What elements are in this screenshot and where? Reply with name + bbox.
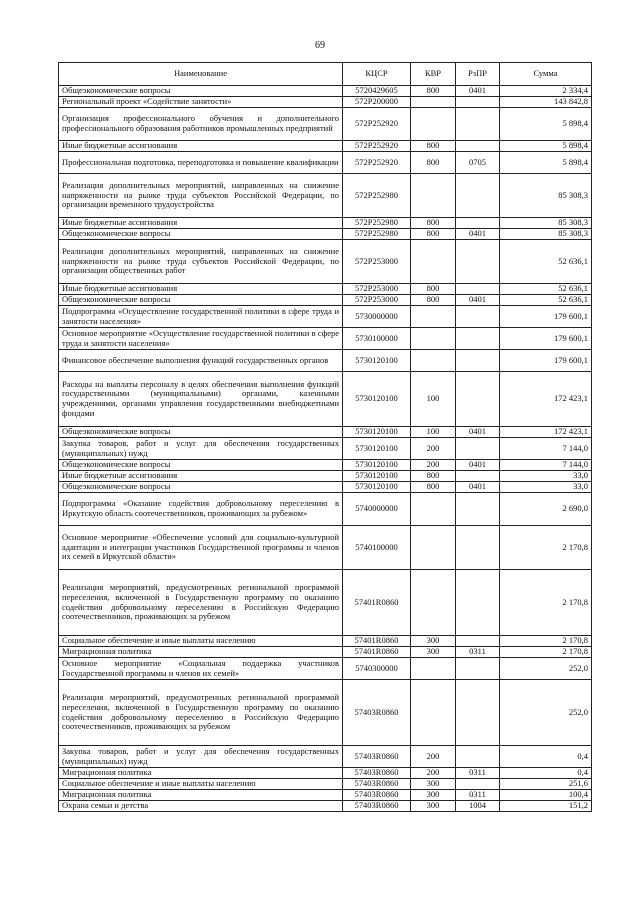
cell-name: Иные бюджетные ассигнования: [59, 218, 343, 229]
cell-rzpr: 0401: [456, 427, 500, 438]
cell-sum: 7 144,0: [500, 438, 592, 460]
cell-rzpr: [456, 493, 500, 526]
table-row: [59, 801, 592, 812]
cell-kvr: 800: [411, 295, 456, 306]
cell-kcsr: 572P200000: [343, 97, 411, 108]
cell-rzpr: [456, 680, 500, 746]
cell-kcsr: 57403R0860: [343, 790, 411, 801]
cell-kvr: 200: [411, 460, 456, 471]
cell-kcsr: 57403R0860: [343, 801, 411, 812]
cell-name: Расходы на выплаты персоналу в целях обеспечения выполнения функций государственными (муниципальными) органами, казенными учреждениями, органами управления государственными внебюджетными фондами: [59, 372, 343, 427]
cell-name: Миграционная политика: [59, 768, 343, 779]
table-row: [59, 526, 592, 570]
table-row: [59, 680, 592, 746]
cell-kvr: 800: [411, 218, 456, 229]
cell-sum: 179 600,1: [500, 328, 592, 350]
cell-kcsr: 5740300000: [343, 658, 411, 680]
table-row: [59, 790, 592, 801]
cell-sum: 33,0: [500, 471, 592, 482]
cell-name: Миграционная политика: [59, 647, 343, 658]
cell-name: Общеэкономические вопросы: [59, 86, 343, 97]
header-rzpr: РзПР: [456, 63, 500, 86]
table-row: [59, 471, 592, 482]
cell-kvr: [411, 493, 456, 526]
cell-kvr: [411, 526, 456, 570]
cell-kvr: [411, 240, 456, 284]
cell-kcsr: 57403R0860: [343, 768, 411, 779]
cell-kcsr: 572P253000: [343, 240, 411, 284]
cell-rzpr: [456, 284, 500, 295]
table-row: [59, 493, 592, 526]
cell-kvr: 800: [411, 284, 456, 295]
cell-name: Профессиональная подготовка, переподготовка и повышение квалификации: [59, 152, 343, 174]
cell-sum: 143 842,8: [500, 97, 592, 108]
cell-kvr: [411, 350, 456, 372]
cell-kcsr: 5730120100: [343, 438, 411, 460]
cell-kcsr: 572P252980: [343, 218, 411, 229]
cell-kcsr: 5730120100: [343, 482, 411, 493]
cell-rzpr: [456, 658, 500, 680]
cell-name: Реализация мероприятий, предусмотренных региональной программой переселения, включенной в Государственную программу по оказанию содействия добровольному переселению в Российскую Федерацию соотечественников, проживающих за рубежом: [59, 680, 343, 746]
cell-name: Закупка товаров, работ и услуг для обеспечения государственных (муниципальных) нужд: [59, 746, 343, 768]
cell-kcsr: 572P252980: [343, 229, 411, 240]
cell-sum: 33,0: [500, 482, 592, 493]
table-row: [59, 97, 592, 108]
table-row: [59, 141, 592, 152]
cell-kvr: 800: [411, 471, 456, 482]
cell-rzpr: 1004: [456, 801, 500, 812]
cell-name: Общеэкономические вопросы: [59, 460, 343, 471]
table-row: [59, 658, 592, 680]
table-row: [59, 174, 592, 218]
cell-name: Региональный проект «Содействие занятости»: [59, 97, 343, 108]
cell-rzpr: 0311: [456, 768, 500, 779]
cell-rzpr: [456, 97, 500, 108]
cell-kcsr: 572P252980: [343, 174, 411, 218]
cell-name: Охрана семьи и детства: [59, 801, 343, 812]
cell-sum: 85 308,3: [500, 218, 592, 229]
cell-rzpr: [456, 218, 500, 229]
cell-rzpr: 0401: [456, 86, 500, 97]
table-row: [59, 636, 592, 647]
cell-kcsr: 5730120100: [343, 372, 411, 427]
table-row: [59, 768, 592, 779]
cell-sum: 85 308,3: [500, 229, 592, 240]
cell-name: Подпрограмма «Осуществление государственной политики в сфере труда и занятости населения»: [59, 306, 343, 328]
cell-kcsr: 5730120100: [343, 350, 411, 372]
cell-sum: 2 170,8: [500, 647, 592, 658]
header-kcsr: КЦСР: [343, 63, 411, 86]
cell-kvr: 800: [411, 229, 456, 240]
cell-sum: 7 144,0: [500, 460, 592, 471]
cell-sum: 5 898,4: [500, 141, 592, 152]
cell-name: Социальное обеспечение и иные выплаты населению: [59, 636, 343, 647]
cell-sum: 100,4: [500, 790, 592, 801]
table-row: [59, 570, 592, 636]
cell-sum: 172 423,1: [500, 427, 592, 438]
cell-rzpr: [456, 636, 500, 647]
table-row: [59, 86, 592, 97]
page-number: 69: [315, 40, 325, 51]
cell-sum: 179 600,1: [500, 350, 592, 372]
table-row: [59, 218, 592, 229]
cell-kcsr: 5720429605: [343, 86, 411, 97]
cell-kcsr: 57401R0860: [343, 636, 411, 647]
cell-kvr: 800: [411, 482, 456, 493]
cell-kcsr: 5730000000: [343, 306, 411, 328]
table-row: [59, 438, 592, 460]
cell-name: Общеэкономические вопросы: [59, 295, 343, 306]
cell-kvr: [411, 174, 456, 218]
header-sum: Сумма: [500, 63, 592, 86]
cell-kcsr: 57401R0860: [343, 647, 411, 658]
cell-sum: 0,4: [500, 768, 592, 779]
cell-rzpr: [456, 306, 500, 328]
cell-kvr: 800: [411, 152, 456, 174]
cell-kcsr: 5730100000: [343, 328, 411, 350]
cell-kcsr: 5730120100: [343, 460, 411, 471]
cell-sum: 85 308,3: [500, 174, 592, 218]
cell-name: Общеэкономические вопросы: [59, 229, 343, 240]
cell-kcsr: 572P252920: [343, 152, 411, 174]
cell-rzpr: [456, 240, 500, 284]
cell-sum: 52 636,1: [500, 284, 592, 295]
cell-kvr: [411, 108, 456, 141]
cell-kvr: [411, 570, 456, 636]
cell-sum: 0,4: [500, 746, 592, 768]
budget-table: [58, 62, 592, 812]
cell-rzpr: [456, 779, 500, 790]
cell-kcsr: 572P252920: [343, 141, 411, 152]
cell-kcsr: 5730120100: [343, 471, 411, 482]
cell-kcsr: 572P252920: [343, 108, 411, 141]
cell-rzpr: 0401: [456, 295, 500, 306]
cell-rzpr: [456, 108, 500, 141]
cell-kvr: [411, 306, 456, 328]
cell-rzpr: 0311: [456, 647, 500, 658]
cell-sum: 251,6: [500, 779, 592, 790]
cell-sum: 2 170,8: [500, 526, 592, 570]
header-name: Наименование: [59, 63, 343, 86]
table-row: [59, 108, 592, 141]
cell-name: Организация профессионального обучения и дополнительного профессионального образования работников промышленных предприятий: [59, 108, 343, 141]
table-row: [59, 350, 592, 372]
cell-rzpr: 0401: [456, 229, 500, 240]
cell-name: Закупка товаров, работ и услуг для обеспечения государственных (муниципальных) нужд: [59, 438, 343, 460]
table-body: [59, 86, 592, 812]
cell-rzpr: [456, 328, 500, 350]
cell-name: Основное мероприятие «Социальная поддержка участников Государственной программы и членов их семей»: [59, 658, 343, 680]
cell-rzpr: 0401: [456, 482, 500, 493]
cell-kcsr: 57403R0860: [343, 746, 411, 768]
cell-sum: 252,0: [500, 658, 592, 680]
cell-kcsr: 572P253000: [343, 295, 411, 306]
cell-name: Подпрограмма «Оказание содействия добровольному переселению в Иркутскую область соотечественников, проживающих за рубежом»: [59, 493, 343, 526]
cell-name: Миграционная политика: [59, 790, 343, 801]
cell-sum: 172 423,1: [500, 372, 592, 427]
cell-rzpr: [456, 372, 500, 427]
cell-rzpr: [456, 570, 500, 636]
cell-rzpr: [456, 438, 500, 460]
header-kvr: КВР: [411, 63, 456, 86]
cell-sum: 252,0: [500, 680, 592, 746]
cell-name: Общеэкономические вопросы: [59, 427, 343, 438]
cell-kvr: [411, 328, 456, 350]
cell-kvr: 200: [411, 438, 456, 460]
cell-name: Социальное обеспечение и иные выплаты населению: [59, 779, 343, 790]
table-row: [59, 229, 592, 240]
cell-rzpr: [456, 141, 500, 152]
cell-kvr: 800: [411, 86, 456, 97]
table-row: [59, 306, 592, 328]
cell-sum: 2 690,0: [500, 493, 592, 526]
cell-sum: 179 600,1: [500, 306, 592, 328]
cell-name: Иные бюджетные ассигнования: [59, 471, 343, 482]
cell-sum: 151,2: [500, 801, 592, 812]
cell-kcsr: 57403R0860: [343, 680, 411, 746]
cell-kvr: 300: [411, 636, 456, 647]
table-row: [59, 328, 592, 350]
table-row: [59, 284, 592, 295]
cell-kcsr: 5730120100: [343, 427, 411, 438]
cell-sum: 5 898,4: [500, 108, 592, 141]
cell-name: Общеэкономические вопросы: [59, 482, 343, 493]
cell-kvr: 800: [411, 141, 456, 152]
cell-kvr: [411, 97, 456, 108]
table-row: [59, 746, 592, 768]
table-row: [59, 240, 592, 284]
cell-name: Иные бюджетные ассигнования: [59, 284, 343, 295]
table-row: [59, 779, 592, 790]
cell-kvr: [411, 680, 456, 746]
cell-kvr: 200: [411, 768, 456, 779]
cell-name: Реализация дополнительных мероприятий, направленных на снижение напряженности на рынке труда субъектов Российской Федерации, по организации временного трудоустройства: [59, 174, 343, 218]
table-row: [59, 295, 592, 306]
cell-name: Реализация мероприятий, предусмотренных региональной программой переселения, включенной в Государственную программу по оказанию содействия добровольному переселению в Российскую Федерацию соотечественников, проживающих за рубежом: [59, 570, 343, 636]
cell-kcsr: 572P253000: [343, 284, 411, 295]
cell-name: Основное мероприятие «Обеспечение условий для социально-культурной адаптации и интеграции участников Государственной программы и членов их семей в Иркутской области»: [59, 526, 343, 570]
cell-rzpr: 0401: [456, 460, 500, 471]
table-header-row: [59, 63, 592, 86]
table-row: [59, 482, 592, 493]
cell-sum: 2 334,4: [500, 86, 592, 97]
cell-sum: 52 636,1: [500, 240, 592, 284]
cell-kcsr: 57403R0860: [343, 779, 411, 790]
cell-kcsr: 5740100000: [343, 526, 411, 570]
table-row: [59, 372, 592, 427]
table-row: [59, 152, 592, 174]
cell-sum: 52 636,1: [500, 295, 592, 306]
cell-rzpr: [456, 174, 500, 218]
cell-name: Финансовое обеспечение выполнения функций государственных органов: [59, 350, 343, 372]
table-row: [59, 427, 592, 438]
cell-rzpr: 0311: [456, 790, 500, 801]
cell-rzpr: [456, 471, 500, 482]
cell-rzpr: [456, 526, 500, 570]
cell-kvr: 100: [411, 372, 456, 427]
cell-name: Иные бюджетные ассигнования: [59, 141, 343, 152]
cell-kvr: 300: [411, 790, 456, 801]
cell-sum: 2 170,8: [500, 570, 592, 636]
cell-rzpr: [456, 746, 500, 768]
cell-kvr: 100: [411, 427, 456, 438]
cell-kvr: 300: [411, 779, 456, 790]
cell-name: Реализация дополнительных мероприятий, направленных на снижение напряженности на рынке труда субъектов Российской Федерации, по организации общественных работ: [59, 240, 343, 284]
cell-sum: 5 898,4: [500, 152, 592, 174]
cell-rzpr: [456, 350, 500, 372]
cell-kvr: 300: [411, 647, 456, 658]
cell-sum: 2 170,8: [500, 636, 592, 647]
cell-kvr: [411, 658, 456, 680]
table-row: [59, 460, 592, 471]
cell-kcsr: 57401R0860: [343, 570, 411, 636]
table-row: [59, 647, 592, 658]
cell-name: Основное мероприятие «Осуществление государственной политики в сфере труда и занятости населения»: [59, 328, 343, 350]
cell-kvr: 200: [411, 746, 456, 768]
cell-rzpr: 0705: [456, 152, 500, 174]
cell-kvr: 300: [411, 801, 456, 812]
cell-kcsr: 5740000000: [343, 493, 411, 526]
